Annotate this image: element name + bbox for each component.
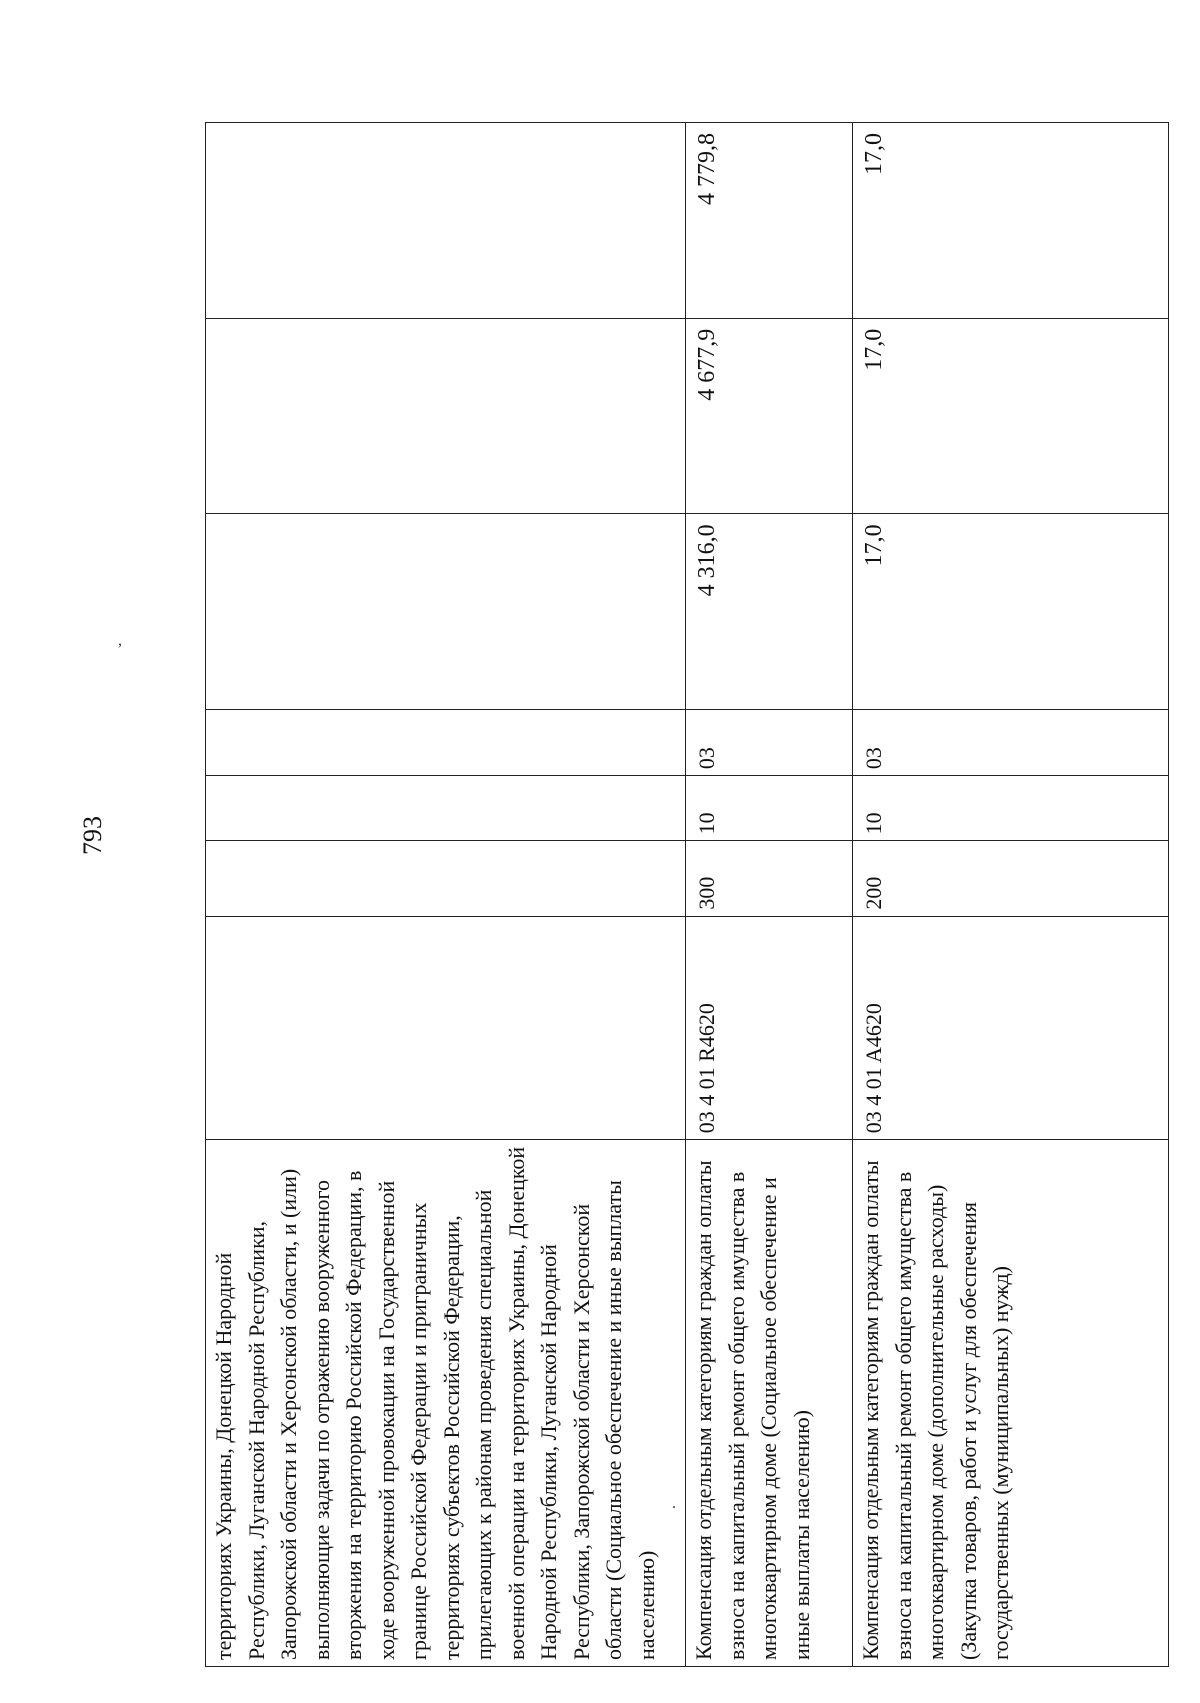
row-amount-year3: 17,0 bbox=[853, 123, 1169, 319]
row-subsection: 03 bbox=[686, 709, 853, 775]
row-description: территориях Украины, Донецкой Народной Республики, Луганской Народной Республики, Запорожской области и Херсонской области, и (или) выполняющие задачи по отражению вооруженного вторжения на территорию Российской Федерации, в ходе вооруженной провокации на Государственной границе Российской Федерации и приграничных территориях субъектов Российской Федерации, прилегающих к районам проведения специальной военной операции на территориях Украины, Донецкой Народной Республики, Луганской Народной Республики, Запорожской области и Херсонской области (Социальное обеспечение и иные выплаты населению) bbox=[206, 1140, 686, 1667]
row-amount-year2: 4 677,9 bbox=[686, 318, 853, 514]
row-target-code bbox=[206, 916, 686, 1140]
row-expense-type: 200 bbox=[853, 841, 1169, 916]
row-section: 10 bbox=[853, 776, 1169, 841]
row-target-code: 03 4 01 R4620 bbox=[686, 916, 853, 1140]
row-amount-year1 bbox=[206, 514, 686, 710]
table-row bbox=[853, 123, 1169, 1667]
scan-mark: , bbox=[118, 632, 122, 649]
row-amount-year2: 17,0 bbox=[853, 318, 1169, 514]
row-target-code: 03 4 01 A4620 bbox=[853, 916, 1169, 1140]
row-description: Компенсация отдельным категориям граждан оплаты взноса на капитальный ремонт общего имущества в многоквартирном доме (Социальное обеспечение и иные выплаты населению) bbox=[686, 1140, 853, 1667]
row-subsection bbox=[206, 709, 686, 775]
row-section: 10 bbox=[686, 776, 853, 841]
row-amount-year2 bbox=[206, 318, 686, 514]
row-amount-year3 bbox=[206, 123, 686, 319]
row-expense-type bbox=[206, 841, 686, 916]
table-row bbox=[206, 123, 686, 1667]
row-expense-type: 300 bbox=[686, 841, 853, 916]
row-subsection: 03 bbox=[853, 709, 1169, 775]
row-description: Компенсация отдельным категориям граждан оплаты взноса на капитальный ремонт общего имущества в многоквартирном доме (дополнительные расходы) (Закупка товаров, работ и услуг для обеспечения государственных (муниципальных) нужд) bbox=[853, 1140, 1169, 1667]
scan-mark: . bbox=[672, 1495, 676, 1512]
page-number: 793 bbox=[78, 816, 107, 855]
row-amount-year3: 4 779,8 bbox=[686, 123, 853, 319]
row-amount-year1: 17,0 bbox=[853, 514, 1169, 710]
rotated-table-container bbox=[205, 122, 1168, 1667]
row-amount-year1: 4 316,0 bbox=[686, 514, 853, 710]
table-row bbox=[686, 123, 853, 1667]
row-section bbox=[206, 776, 686, 841]
budget-table bbox=[205, 122, 1169, 1667]
